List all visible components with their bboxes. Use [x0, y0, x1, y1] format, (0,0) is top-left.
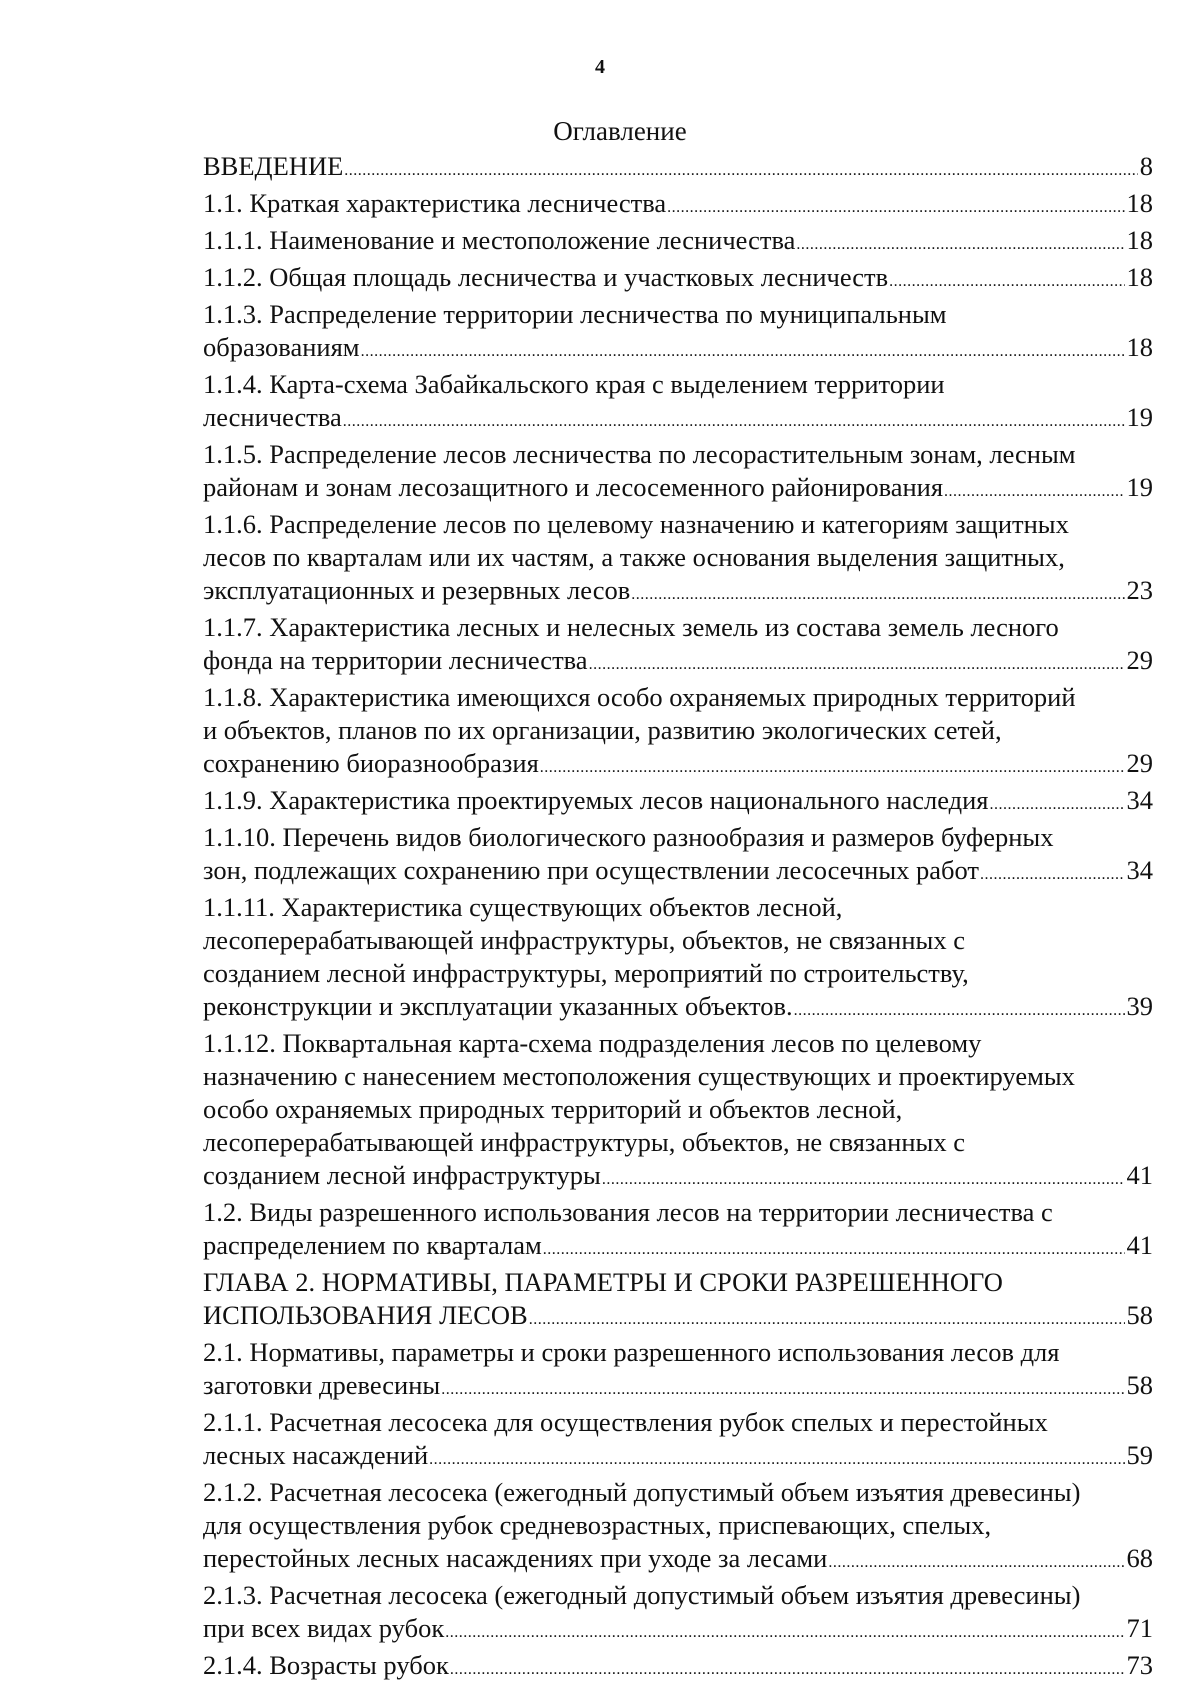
toc-page-number: 18 — [1126, 332, 1153, 362]
toc-entry[interactable] — [203, 784, 1153, 821]
toc-entry[interactable] — [203, 611, 1153, 681]
toc-page-number: 19 — [1126, 472, 1153, 502]
toc-entry-text-line: фонда на территории лесничества — [203, 645, 588, 675]
dot-leader — [980, 854, 1125, 891]
toc-page-number: 41 — [1126, 1160, 1153, 1190]
toc-entry-text-line: 2.1.3. Расчетная лесосека (ежегодный допустимый объем изъятия древесины) — [203, 1580, 1081, 1610]
toc-entry[interactable] — [203, 1649, 1153, 1686]
toc-entry-text-line: 1.1.6. Распределение лесов по целевому назначению и категориям защитных — [203, 509, 1069, 539]
toc-entry-text-line: 2.1.4. Возрасты рубок — [203, 1650, 449, 1680]
toc-entry-text-line: особо охраняемых природных территорий и объектов лесной, — [203, 1094, 903, 1124]
toc-page-number: 34 — [1126, 785, 1153, 815]
toc-entry-text-line: реконструкции и эксплуатации указанных объектов. — [203, 991, 793, 1021]
toc-entry-text-line: при всех видах рубок — [203, 1613, 445, 1643]
toc-entry-text-line: 1.1.9. Характеристика проектируемых лесов национального наследия — [203, 785, 989, 815]
toc-entry-text-line: созданием лесной инфраструктуры — [203, 1160, 601, 1190]
toc-entry-last-line — [203, 1229, 1153, 1266]
toc-page-number: 58 — [1126, 1370, 1153, 1400]
toc-entry[interactable] — [203, 150, 1153, 187]
dot-leader — [361, 331, 1125, 368]
toc-entry-text-line: распределением по кварталам — [203, 1230, 542, 1260]
toc-entry-text-line: 2.1.1. Расчетная лесосека для осуществления рубок спелых и перестойных — [203, 1407, 1048, 1437]
toc-entry-text-line: для осуществления рубок средневозрастных, приспевающих, спелых, — [203, 1510, 992, 1540]
toc-entry-last-line — [203, 1649, 1153, 1686]
toc-entry[interactable] — [203, 1406, 1153, 1476]
toc-entry-text-line: 1.1.2. Общая площадь лесничества и участковых лесничеств — [203, 262, 889, 292]
toc-entry-text-line: лесоперерабатывающей инфраструктуры, объектов, не связанных с — [203, 1127, 965, 1157]
dot-leader — [667, 187, 1124, 224]
toc-entry-text-line: 1.1.4. Карта-схема Забайкальского края с выделением территории — [203, 369, 945, 399]
toc-entry[interactable] — [203, 261, 1153, 298]
toc-entry-last-line — [203, 261, 1153, 298]
toc-entry-text-line: 2.1. Нормативы, параметры и сроки разрешенного использования лесов для — [203, 1337, 1060, 1367]
dot-leader — [450, 1649, 1125, 1686]
toc-entry[interactable] — [203, 224, 1153, 261]
toc-page-number: 8 — [1139, 151, 1153, 181]
toc-page-number: 41 — [1126, 1230, 1153, 1260]
toc-entry[interactable] — [203, 1266, 1153, 1336]
toc-entry-text-line: лесных насаждений — [203, 1440, 429, 1470]
toc-entry-text-line: созданием лесной инфраструктуры, мероприятий по строительству, — [203, 958, 969, 988]
toc-page-number: 19 — [1126, 402, 1153, 432]
toc-title: Оглавление — [553, 116, 687, 146]
toc-entry[interactable] — [203, 821, 1153, 891]
dot-leader — [796, 224, 1124, 261]
toc-entry-text-line: перестойных лесных насаждениях при уходе за лесами — [203, 1543, 828, 1573]
toc-entry-last-line — [203, 1299, 1153, 1336]
toc-entry[interactable] — [203, 298, 1153, 368]
toc-entry-text-line: 1.1.5. Распределение лесов лесничества по лесорастительным зонам, лесным — [203, 439, 1076, 469]
dot-leader — [445, 1612, 1124, 1649]
toc-page-number: 23 — [1126, 575, 1153, 605]
toc-entry-last-line — [203, 224, 1153, 261]
toc-entry-text-line: лесничества — [203, 402, 342, 432]
toc-entry[interactable] — [203, 1196, 1153, 1266]
toc-page-number: 34 — [1126, 855, 1153, 885]
dot-leader — [543, 1229, 1125, 1266]
toc-entry-text-line: 1.2. Виды разрешенного использования лесов на территории лесничества с — [203, 1197, 1053, 1227]
toc-entry-text-line: сохранению биоразнообразия — [203, 748, 539, 778]
toc-page-number: 59 — [1126, 1440, 1153, 1470]
toc-entry-last-line — [203, 1439, 1153, 1476]
toc-entry-last-line — [203, 401, 1153, 438]
toc-entry-text-line: 1.1.10. Перечень видов биологического разнообразия и размеров буферных — [203, 822, 1054, 852]
toc-entry[interactable] — [203, 1027, 1153, 1196]
dot-leader — [889, 261, 1124, 298]
toc-entry-text-line: ИСПОЛЬЗОВАНИЯ ЛЕСОВ — [203, 1300, 528, 1330]
toc-entry[interactable] — [203, 681, 1153, 784]
toc-entry-text-line: 1.1.11. Характеристика существующих объектов лесной, — [203, 892, 843, 922]
toc-entry-last-line — [203, 187, 1153, 224]
toc-page-number: 29 — [1126, 645, 1153, 675]
toc-entry[interactable] — [203, 368, 1153, 438]
toc-page-number: 29 — [1126, 748, 1153, 778]
toc-entry-text-line: лесов по кварталам или их частям, а также основания выделения защитных, — [203, 542, 1065, 572]
toc-entry-last-line — [203, 331, 1153, 368]
dot-leader — [540, 747, 1125, 784]
toc-entry-text-line: эксплуатационных и резервных лесов — [203, 575, 631, 605]
toc-entry-last-line — [203, 747, 1153, 784]
toc-entry-last-line — [203, 1542, 1153, 1579]
toc-entry[interactable] — [203, 187, 1153, 224]
toc-entry-text-line: и объектов, планов по их организации, развитию экологических сетей, — [203, 715, 1002, 745]
toc-entry-last-line — [203, 150, 1153, 187]
toc-entry[interactable] — [203, 1336, 1153, 1406]
dot-leader — [794, 990, 1125, 1027]
dot-leader — [989, 784, 1124, 821]
dot-leader — [429, 1439, 1124, 1476]
toc-entry-text-line: образованиям — [203, 332, 360, 362]
toc-page-number: 58 — [1126, 1300, 1153, 1330]
toc-entry-last-line — [203, 574, 1153, 611]
toc-entry-text-line: районам и зонам лесозащитного и лесосеменного районирования — [203, 472, 944, 502]
toc-entry-text-line: 1.1.8. Характеристика имеющихся особо охраняемых природных территорий — [203, 682, 1076, 712]
dot-leader — [441, 1369, 1124, 1406]
toc-entry-last-line — [203, 471, 1153, 508]
dot-leader — [828, 1542, 1124, 1579]
toc-entry[interactable] — [203, 438, 1153, 508]
toc-entry-text-line: заготовки древесины — [203, 1370, 441, 1400]
dot-leader — [343, 401, 1125, 438]
toc-entry-text-line: назначению с нанесением местоположения существующих и проектируемых — [203, 1061, 1075, 1091]
toc-entry-last-line — [203, 854, 1153, 891]
dot-leader — [344, 150, 1137, 187]
toc-entry-last-line — [203, 784, 1153, 821]
toc-entry-last-line — [203, 1159, 1153, 1196]
toc-page-number: 18 — [1126, 262, 1153, 292]
table-of-contents — [203, 150, 1153, 1686]
toc-entry-last-line — [203, 1612, 1153, 1649]
toc-entry-last-line — [203, 1369, 1153, 1406]
toc-page-number: 39 — [1126, 991, 1153, 1021]
toc-entry-text-line: ГЛАВА 2. НОРМАТИВЫ, ПАРАМЕТРЫ И СРОКИ РАЗРЕШЕННОГО — [203, 1267, 1003, 1297]
toc-entry-text-line: ВВЕДЕНИЕ — [203, 151, 344, 181]
toc-entry-text-line: лесоперерабатывающей инфраструктуры, объектов, не связанных с — [203, 925, 965, 955]
toc-page-number: 68 — [1126, 1543, 1153, 1573]
toc-entry[interactable] — [203, 1476, 1153, 1579]
toc-entry[interactable] — [203, 1579, 1153, 1649]
toc-page-number: 71 — [1126, 1613, 1153, 1643]
dot-leader — [529, 1299, 1125, 1336]
toc-page-number: 18 — [1126, 188, 1153, 218]
page-number: 4 — [595, 56, 605, 78]
toc-page-number: 73 — [1126, 1650, 1153, 1680]
toc-entry-text-line: 1.1.7. Характеристика лесных и нелесных земель из состава земель лесного — [203, 612, 1059, 642]
toc-page-number: 18 — [1126, 225, 1153, 255]
toc-entry[interactable] — [203, 891, 1153, 1027]
toc-entry-last-line — [203, 990, 1153, 1027]
toc-entry-text-line: 1.1.1. Наименование и местоположение лесничества — [203, 225, 796, 255]
toc-entry-text-line: 2.1.2. Расчетная лесосека (ежегодный допустимый объем изъятия древесины) — [203, 1477, 1081, 1507]
toc-entry-last-line — [203, 644, 1153, 681]
dot-leader — [631, 574, 1124, 611]
toc-entry-text-line: зон, подлежащих сохранению при осуществлении лесосечных работ — [203, 855, 979, 885]
dot-leader — [589, 644, 1125, 681]
toc-entry-text-line: 1.1.3. Распределение территории лесничества по муниципальным — [203, 299, 947, 329]
toc-entry-text-line: 1.1. Краткая характеристика лесничества — [203, 188, 667, 218]
toc-entry-text-line: 1.1.12. Поквартальная карта-схема подразделения лесов по целевому — [203, 1028, 982, 1058]
dot-leader — [944, 471, 1124, 508]
toc-entry[interactable] — [203, 508, 1153, 611]
dot-leader — [602, 1159, 1125, 1196]
